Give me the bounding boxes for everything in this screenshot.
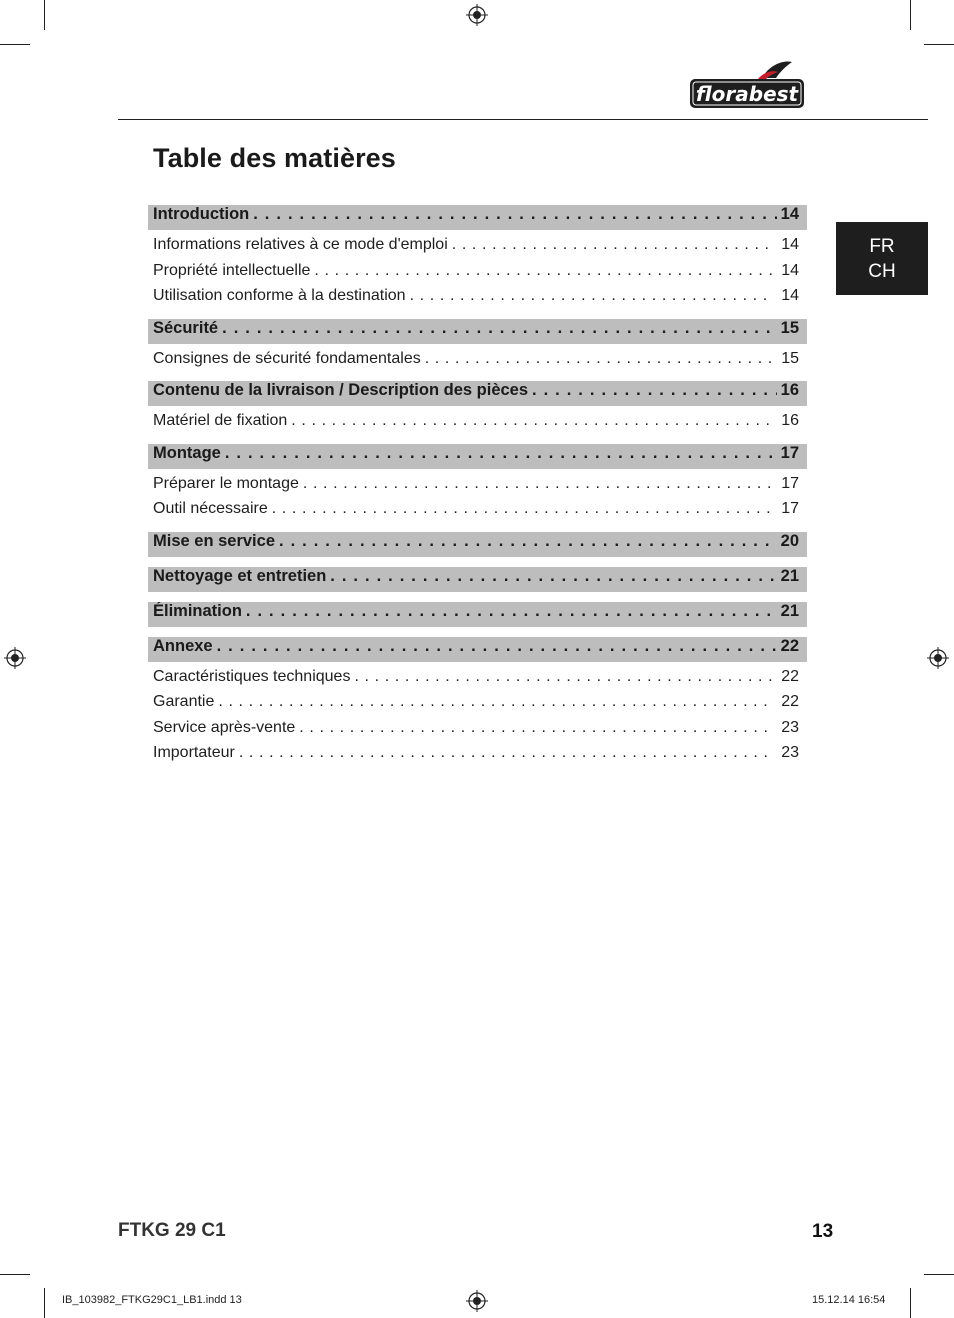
toc-leader-dots <box>303 471 773 497</box>
toc-item-title: Importateur <box>153 744 235 761</box>
toc-section-title: Nettoyage et entretien <box>153 566 327 585</box>
toc-item[interactable] <box>153 283 799 309</box>
toc-section-title: Annexe <box>153 636 213 655</box>
toc-section-heading[interactable] <box>148 637 807 662</box>
header-rule <box>118 119 928 120</box>
toc-item[interactable] <box>153 689 799 715</box>
toc-item-page: 14 <box>781 287 799 304</box>
crop-mark <box>924 44 954 45</box>
toc-section-page: 15 <box>780 318 799 337</box>
toc-item[interactable] <box>153 715 799 741</box>
toc-section-heading[interactable] <box>148 319 807 344</box>
toc-item[interactable] <box>153 232 799 258</box>
crop-mark <box>0 1274 30 1275</box>
toc-section-page: 21 <box>780 566 799 585</box>
toc-leader-dots <box>532 381 777 400</box>
toc-section-heading[interactable] <box>148 532 807 557</box>
toc-item[interactable] <box>153 471 799 497</box>
footer-page-number: 13 <box>812 1221 834 1242</box>
toc-leader-dots <box>291 408 773 434</box>
toc-subitems <box>148 662 807 766</box>
footer-model-number: FTKG 29 C1 <box>118 1220 226 1241</box>
toc-subitems <box>148 406 807 434</box>
crop-mark <box>0 44 30 45</box>
language-code-fr: FR <box>869 235 895 257</box>
toc-item-title: Outil nécessaire <box>153 500 268 517</box>
toc-subitems <box>148 469 807 522</box>
toc-subitems <box>148 344 807 372</box>
toc-section-title: Contenu de la livraison / Description des pièces <box>153 381 529 399</box>
toc-section-page: 16 <box>780 381 799 399</box>
toc-leader-dots <box>246 602 777 621</box>
toc-leader-dots <box>410 283 773 309</box>
toc-item-page: 17 <box>781 500 799 517</box>
toc-leader-dots <box>217 637 777 656</box>
toc-leader-dots <box>222 319 777 338</box>
toc-leader-dots <box>239 740 773 766</box>
toc-section-heading[interactable] <box>148 444 807 469</box>
registration-mark-icon <box>466 4 488 26</box>
toc-subitems <box>148 230 807 309</box>
toc-item-page: 23 <box>781 744 799 761</box>
crop-mark <box>910 0 911 30</box>
toc-section <box>148 444 807 522</box>
toc-item-page: 22 <box>781 667 799 685</box>
toc-leader-dots <box>354 664 773 690</box>
toc-section-heading[interactable] <box>148 205 807 230</box>
toc-item-page: 22 <box>781 693 799 710</box>
toc-section-page: 21 <box>780 601 799 620</box>
toc-item[interactable] <box>153 740 799 766</box>
toc-item-page: 14 <box>781 236 799 253</box>
toc-section-title: Montage <box>153 443 221 462</box>
toc-section-page: 14 <box>780 205 799 223</box>
toc-item[interactable] <box>153 258 799 284</box>
toc-item-title: Informations relatives à ce mode d'emploi <box>153 236 448 253</box>
table-of-contents <box>148 205 807 776</box>
toc-item-title: Utilisation conforme à la destination <box>153 287 406 304</box>
crop-mark <box>924 1274 954 1275</box>
toc-item[interactable] <box>153 408 799 434</box>
toc-item[interactable] <box>153 346 799 372</box>
print-slug-filename: IB_103982_FTKG29C1_LB1.indd 13 <box>62 1294 242 1306</box>
language-tab <box>836 222 928 295</box>
registration-mark-icon <box>466 1290 488 1312</box>
toc-leader-dots <box>225 444 777 463</box>
toc-section <box>148 637 807 766</box>
toc-item-title: Garantie <box>153 693 215 710</box>
toc-item[interactable] <box>153 496 799 522</box>
toc-leader-dots <box>253 205 776 224</box>
toc-section-title: Sécurité <box>153 318 219 337</box>
toc-section-heading[interactable] <box>148 602 807 627</box>
toc-leader-dots <box>425 346 773 372</box>
print-slug-date: 15.12.14 16:54 <box>812 1294 886 1306</box>
toc-leader-dots <box>452 232 773 258</box>
registration-mark-icon <box>927 647 949 669</box>
toc-section-page: 17 <box>780 443 799 462</box>
toc-item-page: 23 <box>781 718 799 736</box>
toc-item-title: Propriété intellectuelle <box>153 261 311 279</box>
toc-item-title: Matériel de fixation <box>153 412 288 429</box>
crop-mark <box>910 1288 911 1318</box>
toc-section <box>148 381 807 434</box>
toc-item-title: Caractéristiques techniques <box>153 667 351 685</box>
toc-section <box>148 602 807 627</box>
toc-leader-dots <box>279 532 777 551</box>
toc-section-title: Mise en service <box>153 531 275 550</box>
crop-mark <box>44 1288 45 1318</box>
toc-leader-dots <box>299 715 773 741</box>
toc-leader-dots <box>330 567 776 586</box>
toc-item-page: 17 <box>781 474 799 492</box>
logo-text: florabest <box>695 82 799 106</box>
toc-section-heading[interactable] <box>148 567 807 592</box>
florabest-logo <box>688 60 806 110</box>
toc-section <box>148 532 807 557</box>
toc-item-page: 14 <box>781 261 799 279</box>
toc-leader-dots <box>272 496 773 522</box>
toc-section-heading[interactable] <box>148 381 807 406</box>
toc-item-page: 15 <box>781 349 799 367</box>
registration-mark-icon <box>4 647 26 669</box>
page-title: Table des matières <box>153 143 396 173</box>
crop-mark <box>44 0 45 30</box>
toc-section-title: Introduction <box>153 205 250 223</box>
toc-section-page: 20 <box>780 531 799 550</box>
toc-section <box>148 319 807 372</box>
toc-section <box>148 567 807 592</box>
toc-item-title: Préparer le montage <box>153 474 299 492</box>
toc-item[interactable] <box>153 664 799 690</box>
toc-item-title: Consignes de sécurité fondamentales <box>153 349 421 367</box>
toc-section <box>148 205 807 309</box>
language-code-ch: CH <box>868 260 896 282</box>
toc-section-page: 22 <box>780 636 799 655</box>
toc-item-title: Service après-vente <box>153 718 296 736</box>
toc-leader-dots <box>314 258 773 284</box>
toc-section-title: Élimination <box>153 601 242 620</box>
toc-leader-dots <box>218 689 773 715</box>
toc-item-page: 16 <box>781 412 799 429</box>
